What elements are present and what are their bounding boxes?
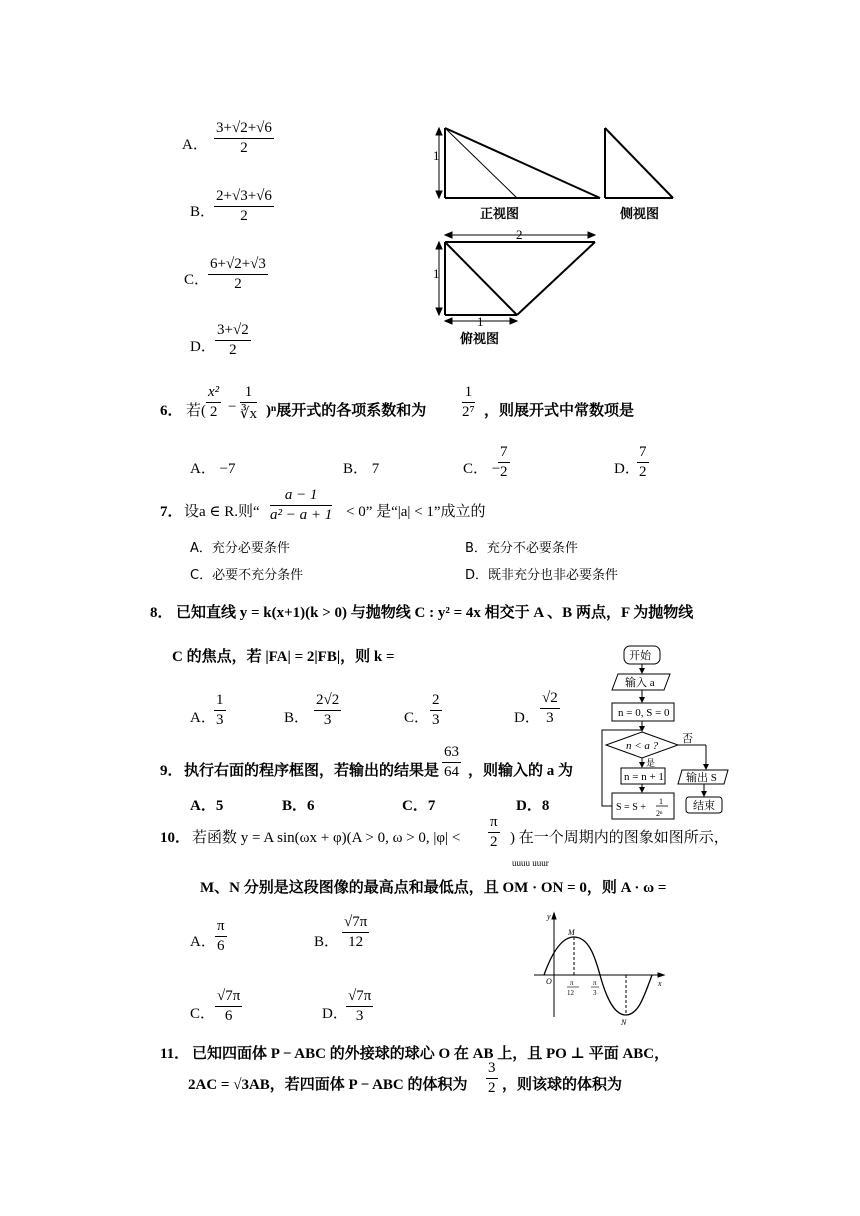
q10-line-2: M、N 分别是这段图像的最高点和最低点，且 OM · ON = 0，则 A · ω =	[200, 880, 667, 896]
flow-cond-text: n < a ?	[626, 740, 659, 752]
q11-line-2-pre: 2AC = √3AB，若四面体 P − ABC 的体积为	[188, 1077, 468, 1093]
q6-post: )ⁿ展开式的各项系数和为	[266, 403, 427, 419]
q8-option-a-frac: $\frac{1}{3}$	[216, 692, 224, 728]
q8-option-d-frac: $\frac{√2}{3}$	[542, 690, 558, 726]
q8-option-d-label: D．	[514, 710, 540, 726]
q10-option-a-frac: $\frac{\pi}{6}$	[217, 918, 225, 954]
q9-option-c: C．7	[402, 798, 436, 814]
q11-number: 11．	[160, 1046, 190, 1062]
q6-tail: ，则展开式中常数项是	[484, 403, 635, 419]
option-d-fraction: $\frac{3+√2}{2}$	[217, 322, 249, 358]
side-view-label: 侧视图	[620, 206, 660, 221]
flow-yes-label: 是	[646, 758, 656, 768]
flow-init-text: n = 0, S = 0	[618, 707, 670, 719]
graph-tick-1-den: 12	[567, 989, 574, 997]
q7-mid: < 0” 是“|a| < 1”成立的	[346, 504, 486, 520]
q7-option-c: C．必要不充分条件	[190, 568, 304, 583]
flow-step1-text: n = n + 1	[624, 771, 664, 783]
q6-frac-1: $\frac{\text{x²}}{2}$	[208, 384, 220, 420]
q8-option-a-label: A．	[190, 710, 216, 726]
flow-no-label: 否	[682, 733, 693, 745]
q7-frac: $\frac{a - 1}{\text{a² − a + 1}}$	[270, 487, 333, 523]
graph-tick-2-den: 3	[593, 989, 597, 997]
top-dim-1-left: 1	[433, 266, 440, 281]
q7-option-d: D．既非充分也非必要条件	[465, 568, 619, 583]
q8-option-c-frac: $\frac{2}{3}$	[432, 692, 440, 728]
option-b-fraction: $\frac{2+√3+√6}{2}$	[216, 188, 272, 224]
q9-option-b: B．6	[282, 798, 315, 814]
flow-step2-den: 2ⁿ	[656, 809, 663, 818]
front-view-label: 正视图	[480, 206, 520, 221]
q8-line-1: 已知直线 y = k(x+1)(k > 0) 与抛物线 C : y² = 4x 相交于 A 、B 两点，F 为抛物线	[176, 605, 694, 621]
q9-option-a: A．5	[190, 798, 224, 814]
q8-option-b-label: B．	[284, 710, 310, 726]
graph-tick-2-num: π	[593, 979, 597, 987]
flow-step2-text: S = S +	[616, 802, 646, 813]
flow-start-text: 开始	[629, 650, 651, 662]
q10-vector-marks: uuuu uuur	[512, 858, 549, 868]
q7-pre: 设a ∈ R.则“	[184, 504, 260, 520]
side-view	[605, 128, 673, 198]
graph-origin-label: O	[546, 977, 552, 986]
q9-number: 9．	[160, 763, 183, 779]
graph-m-label: M	[568, 928, 575, 937]
q10-option-d-label: D．	[322, 1006, 348, 1022]
q8-option-b-frac: $\frac{2√2}{3}$	[316, 692, 340, 728]
flow-step2-num: 1	[659, 797, 663, 806]
q6-option-d-pre: D．	[614, 461, 640, 477]
q10-option-b-label: B．	[314, 934, 340, 950]
q9-option-d: D．8	[516, 798, 550, 814]
q6-frac-2: $\frac{1}{∛x}$	[240, 384, 258, 422]
q9-pre: 执行右面的程序框图，若输出的结果是	[184, 763, 440, 779]
three-views-figure	[425, 118, 685, 348]
q7-number: 7．	[160, 504, 183, 520]
q10-option-b-frac: $\frac{√7\pi}{12}$	[344, 914, 368, 950]
q6-number: 6．	[160, 403, 183, 419]
option-b-label: B．	[190, 204, 216, 220]
front-view	[436, 128, 600, 198]
option-d-label: D．	[190, 339, 216, 355]
q6-pre: 若(	[186, 403, 206, 419]
q6-minus: −	[228, 399, 237, 415]
q10-line-1-post: ) 在一个周期内的图象如图所示，	[510, 830, 729, 846]
graph-y-label: y	[547, 912, 551, 921]
graph-n-label: N	[621, 1018, 627, 1025]
flow-input-text: 输入 a	[625, 677, 655, 689]
q10-frac: $\frac{\pi}{2}$	[490, 814, 498, 850]
option-c-fraction: $\frac{6+√2+√3}{2}$	[210, 256, 266, 292]
q6-frac-3: $\frac{1}{\text{2⁷}}$	[462, 384, 475, 420]
q6-option-d-frac: $\frac{7}{2}$	[639, 444, 647, 480]
option-a-fraction: $\frac{3+√2+√6}{2}$	[216, 120, 272, 156]
q8-number: 8．	[150, 605, 173, 621]
graph-tick-1-num: π	[570, 979, 574, 987]
option-a-label: A．	[182, 137, 208, 153]
q6-option-b: B． 7	[343, 461, 380, 477]
q10-option-d-frac: $\frac{√7\pi}{3}$	[348, 988, 372, 1024]
top-dim-2: 2	[516, 227, 523, 242]
front-dim-1: 1	[433, 148, 440, 163]
sine-graph	[530, 905, 670, 1025]
graph-x-label: x	[658, 979, 662, 988]
q7-option-b: B．充分不必要条件	[465, 541, 578, 556]
q9-post: ，则输入的 a 为	[468, 763, 574, 779]
q8-line-2: C 的焦点，若 |FA| = 2|FB|，则 k =	[172, 649, 395, 665]
top-view	[436, 232, 595, 324]
flow-output-text: 输出 S	[686, 772, 717, 784]
flow-end-text: 结束	[693, 800, 715, 812]
q8-option-c-label: C．	[404, 710, 430, 726]
q10-number: 10．	[160, 830, 191, 846]
q10-option-a-label: A．	[190, 934, 216, 950]
option-c-label: C．	[184, 272, 210, 288]
q9-frac: $\frac{63}{64}$	[444, 744, 459, 780]
q11-frac: $\frac{3}{2}$	[488, 1060, 496, 1096]
q7-option-a: A．充分必要条件	[190, 541, 290, 556]
flowchart	[598, 642, 738, 822]
top-dim-1-bottom: 1	[477, 314, 484, 329]
q10-line-1-pre: 若函数 y = A sin(ωx + φ)(A > 0, ω > 0, |φ| <	[192, 830, 461, 846]
q10-option-c-frac: $\frac{√7\pi}{6}$	[217, 988, 241, 1024]
q6-option-c-frac: $\frac{7}{2}$	[500, 444, 508, 480]
q10-option-c-label: C．	[190, 1006, 216, 1022]
q11-line-1: 已知四面体 P − ABC 的外接球的球心 O 在 AB 上，且 PO ⊥ 平面 ABC，	[192, 1046, 670, 1062]
q11-line-2-post: ，则该球的体积为	[502, 1077, 623, 1093]
q6-option-c-pre: C． −	[463, 461, 501, 477]
q6-option-a: A． −7	[190, 461, 236, 477]
top-view-label: 俯视图	[460, 331, 500, 346]
